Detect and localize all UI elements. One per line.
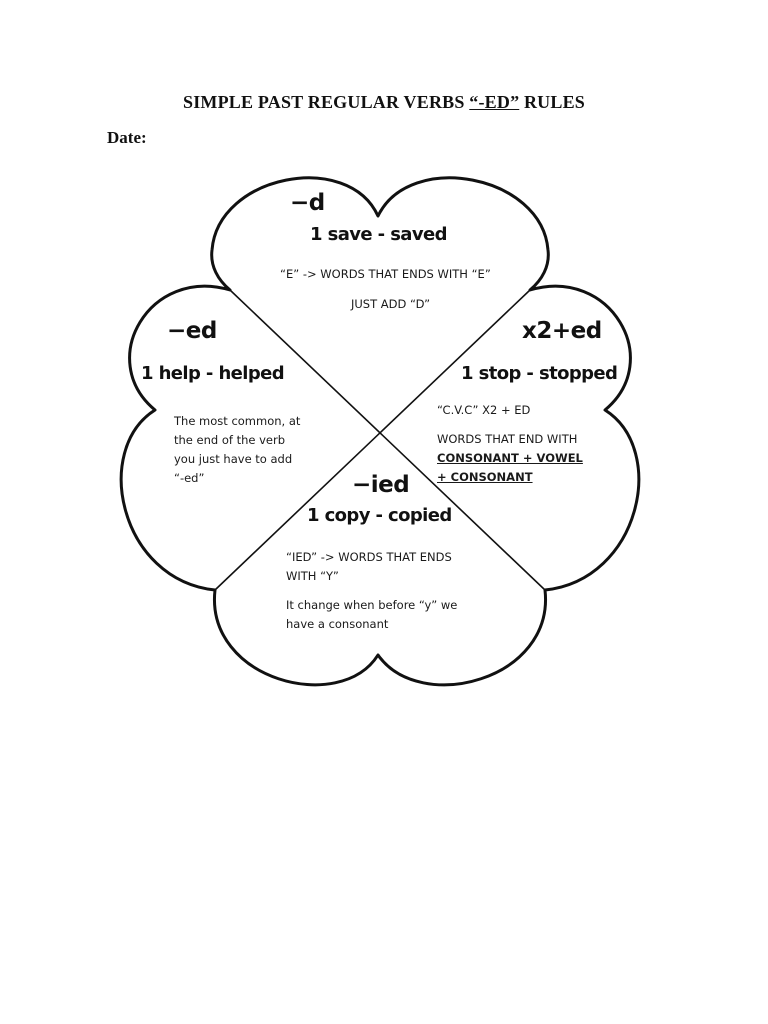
bottom-suffix: −ied <box>352 472 410 498</box>
top-suffix: −d <box>290 190 325 216</box>
top-rule-line1: “E” -> WORDS THAT ENDS WITH “E” <box>280 267 491 281</box>
title-text-end: RULES <box>519 92 585 112</box>
right-rule-line1: “C.V.C” X2 + ED <box>437 403 531 417</box>
left-rule-text: The most common, at the end of the verb you just have to add “-ed” <box>174 414 301 485</box>
left-suffix: −ed <box>167 318 217 344</box>
right-rule-line2: WORDS THAT END WITH <box>437 432 578 446</box>
title-text: SIMPLE PAST REGULAR VERBS <box>183 92 470 112</box>
bottom-example: 1 copy - copied <box>307 505 452 526</box>
right-example: 1 stop - stopped <box>461 363 618 384</box>
left-example: 1 help - helped <box>141 363 285 384</box>
date-label: Date: <box>107 128 147 147</box>
top-rule-line2: JUST ADD “D” <box>351 297 431 311</box>
right-suffix: x2+ed <box>522 318 602 344</box>
right-rule-line3: CONSONANT + VOWEL + CONSONANT <box>437 451 583 484</box>
title-underlined: “-ED” <box>469 92 520 112</box>
bottom-rule-line2: It change when before “y” we have a consonant <box>286 598 458 631</box>
top-example: 1 save - saved <box>310 224 447 245</box>
bottom-rule-line1: “IED” -> WORDS THAT ENDS WITH “Y” <box>286 550 452 583</box>
